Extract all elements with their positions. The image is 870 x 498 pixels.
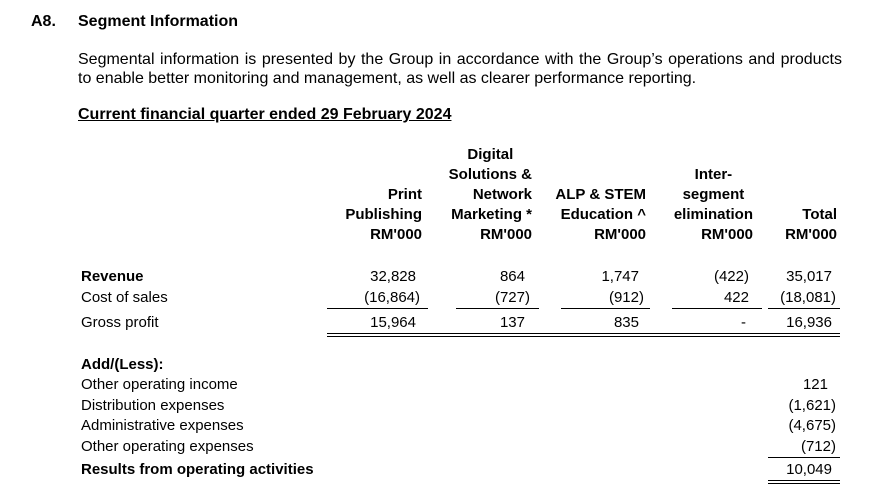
row-label-other-operating-expenses: Other operating expenses (81, 438, 254, 455)
gross-profit-print-publishing: 15,964 (370, 314, 416, 331)
row-label-cost-of-sales: Cost of sales (81, 289, 168, 306)
cost-of-sales-print-publishing: (16,864) (364, 289, 420, 306)
revenue-digital-solutions: 864 (499, 268, 525, 285)
rule-gross-profit-upper (327, 333, 840, 334)
rule-subtotal-inter (672, 308, 762, 309)
rule-subtotal-print (327, 308, 428, 309)
rule-results-upper (768, 480, 840, 481)
row-label-other-operating-income: Other operating income (81, 376, 238, 393)
column-header-total: Total RM'000 (785, 206, 837, 243)
row-label-administrative-expenses: Administrative expenses (81, 417, 244, 434)
rule-subtotal-digital (456, 308, 539, 309)
period-heading: Current financial quarter ended 29 February 2024 (78, 106, 452, 123)
section-number: A8. (31, 13, 56, 30)
gross-profit-total: 16,936 (786, 314, 832, 331)
results-from-operating-activities-total: 10,049 (786, 461, 832, 478)
administrative-expenses-total: (4,675) (788, 417, 836, 434)
other-operating-expenses-total: (712) (800, 438, 836, 455)
rule-subtotal-total (768, 308, 840, 309)
row-label-distribution-expenses: Distribution expenses (81, 397, 225, 414)
gross-profit-alp-stem: 835 (613, 314, 639, 331)
rule-gross-profit-lower (327, 336, 840, 337)
cost-of-sales-total: (18,081) (780, 289, 836, 306)
row-label-gross-profit: Gross profit (81, 314, 159, 331)
column-header-digital-solutions: Digital Solutions & Network Marketing * RM'000 (448, 146, 532, 243)
rule-results-subtotal (768, 457, 840, 458)
column-header-alp-stem: ALP & STEM Education ^ RM'000 (555, 186, 646, 243)
revenue-alp-stem: 1,747 (601, 268, 639, 285)
other-operating-income-total: 121 (802, 376, 828, 393)
revenue-inter-segment: (422) (713, 268, 749, 285)
gross-profit-digital-solutions: 137 (499, 314, 525, 331)
cost-of-sales-inter-segment: 422 (723, 289, 749, 306)
cost-of-sales-alp-stem: (912) (608, 289, 644, 306)
revenue-total: 35,017 (786, 268, 832, 285)
intro-paragraph: Segmental information is presented by the Group in accordance with the Group’s operations and products to enable better monitoring and management, as well as clearer performance reporting. (78, 51, 842, 87)
distribution-expenses-total: (1,621) (788, 397, 836, 414)
gross-profit-inter-segment: - (741, 314, 746, 331)
row-label-revenue: Revenue (81, 268, 144, 285)
revenue-print-publishing: 32,828 (370, 268, 416, 285)
rule-subtotal-alp (561, 308, 650, 309)
section-title: Segment Information (78, 13, 239, 30)
column-header-print-publishing: Print Publishing RM'000 (345, 186, 422, 243)
rule-results-lower (768, 483, 840, 484)
cost-of-sales-digital-solutions: (727) (494, 289, 530, 306)
column-header-inter-segment: Inter- segment elimination RM'000 (673, 166, 753, 243)
adjustments-heading: Add/(Less): (81, 356, 164, 373)
row-label-results-from-operating-activities: Results from operating activities (81, 461, 314, 478)
